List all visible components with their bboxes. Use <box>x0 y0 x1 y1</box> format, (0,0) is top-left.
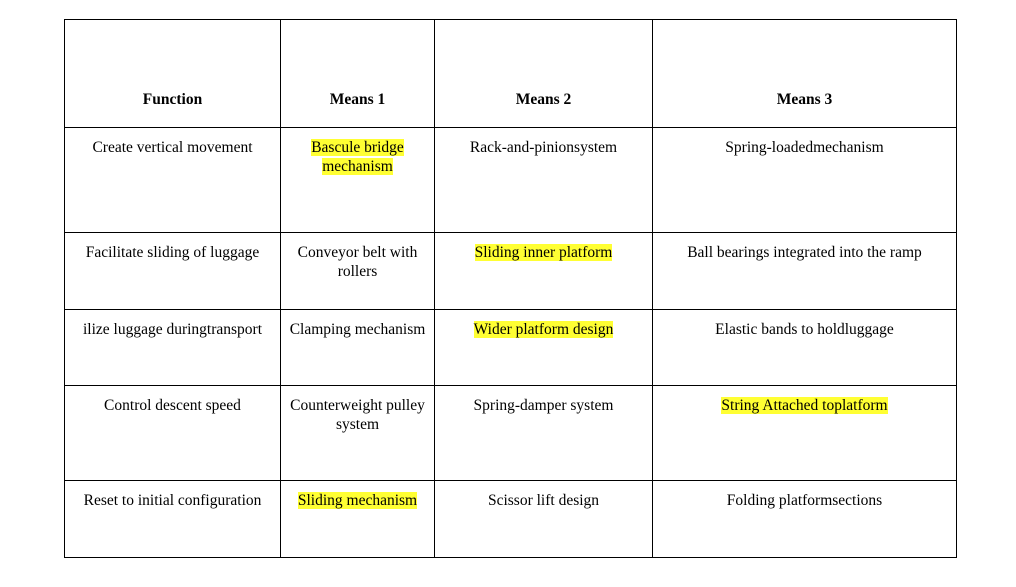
means3-cell <box>653 128 957 233</box>
function-cell <box>65 310 281 386</box>
means2-cell <box>435 481 653 558</box>
function-cell <box>65 386 281 481</box>
cell-text: Folding platformsections <box>726 492 883 509</box>
cell-text: Ball bearings integrated into the ramp <box>687 244 922 261</box>
header-function: Function <box>65 20 281 128</box>
header-means-1: Means 1 <box>281 20 435 128</box>
highlighted-cell-text: Sliding inner platform <box>474 244 613 261</box>
means1-cell <box>281 386 435 481</box>
morphological-chart-table <box>64 19 957 558</box>
cell-text: Spring-loadedmechanism <box>725 139 884 156</box>
means2-cell <box>435 233 653 310</box>
cell-text: Rack-and-pinionsystem <box>469 139 618 156</box>
means1-cell <box>281 128 435 233</box>
cell-text: ilize luggage duringtransport <box>82 321 263 338</box>
means2-cell <box>435 310 653 386</box>
means1-cell <box>281 481 435 558</box>
cell-text: Create vertical movement <box>92 139 253 156</box>
highlighted-cell-text: Sliding mechanism <box>297 492 418 509</box>
header-means-3: Means 3 <box>653 20 957 128</box>
table-row <box>65 481 957 558</box>
highlighted-cell-text: Bascule bridge mechanism <box>311 139 404 175</box>
header-means-2: Means 2 <box>435 20 653 128</box>
highlighted-cell-text: String Attached toplatform <box>721 397 888 414</box>
function-cell <box>65 233 281 310</box>
means1-cell <box>281 233 435 310</box>
cell-text: Scissor lift design <box>487 492 600 509</box>
cell-text: Facilitate sliding of luggage <box>85 244 260 261</box>
means3-cell <box>653 310 957 386</box>
means2-cell <box>435 128 653 233</box>
means3-cell <box>653 386 957 481</box>
cell-text: Conveyor belt with rollers <box>297 244 418 280</box>
header-row <box>65 20 957 128</box>
cell-text: Reset to initial configuration <box>83 492 262 509</box>
cell-text: Spring-damper system <box>473 397 614 414</box>
means2-cell <box>435 386 653 481</box>
cell-text: Elastic bands to holdluggage <box>715 321 894 338</box>
cell-text: Clamping mechanism <box>289 321 426 338</box>
cell-text: Counterweight pulley system <box>290 397 425 433</box>
function-cell <box>65 128 281 233</box>
function-cell <box>65 481 281 558</box>
table-row <box>65 386 957 481</box>
means3-cell <box>653 481 957 558</box>
table-row <box>65 233 957 310</box>
means1-cell <box>281 310 435 386</box>
cell-text: Control descent speed <box>104 397 241 414</box>
means3-cell <box>653 233 957 310</box>
table-row <box>65 310 957 386</box>
highlighted-cell-text: Wider platform design <box>473 321 614 338</box>
table-row <box>65 128 957 233</box>
